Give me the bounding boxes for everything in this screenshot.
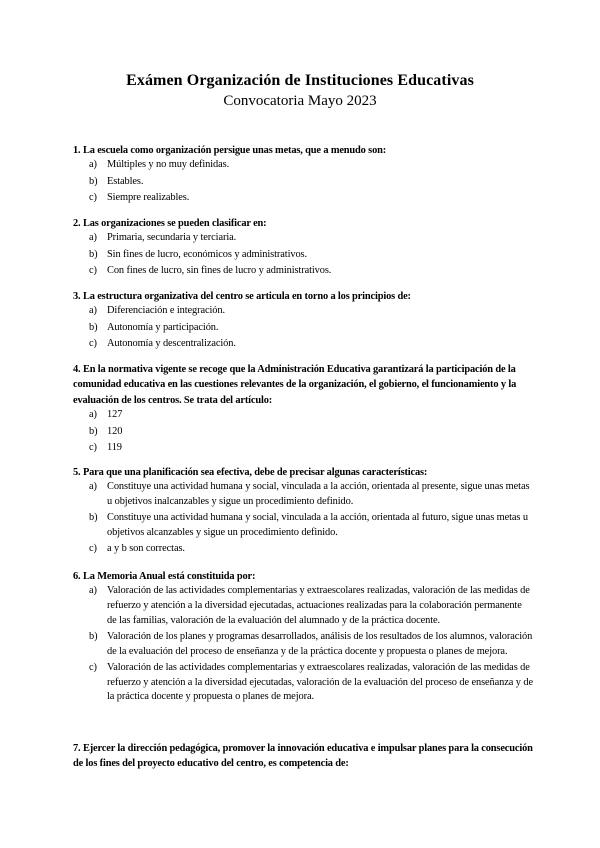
option-text: Sin fines de lucro, económicos y administrativos. bbox=[107, 248, 307, 260]
question-6 bbox=[73, 569, 533, 707]
question-3 bbox=[73, 289, 533, 354]
option-list bbox=[73, 480, 533, 557]
option-letter: a) bbox=[89, 159, 97, 171]
option bbox=[73, 584, 533, 628]
option-text: Estables. bbox=[107, 175, 144, 187]
option bbox=[73, 337, 533, 352]
question-5 bbox=[73, 465, 533, 559]
question-text: 4. En la normativa vigente se recoge que la Administración Educativa garantizará la participación de la comunidad educativa en las cuestiones relevantes de la organización, el gobierno, el funcionamiento y la evaluación de los centros. Se trata del artículo: bbox=[73, 364, 517, 406]
option bbox=[73, 175, 533, 190]
option-text: Valoración de las actividades complementarias y extraescolares realizadas, valoración de las medidas de refuerzo y atención a la diversidad ejecutadas, actuaciones realizadas para la colaboración permanente de las familias, valoración de la evaluación del alumnado y de la práctica docente. bbox=[107, 585, 530, 626]
option-letter: c) bbox=[89, 661, 97, 673]
option bbox=[73, 630, 533, 659]
option bbox=[73, 304, 533, 319]
option-letter: a) bbox=[89, 305, 97, 317]
option-list bbox=[73, 304, 533, 351]
option bbox=[73, 264, 533, 279]
option-text: Con fines de lucro, sin fines de lucro y administrativos. bbox=[107, 265, 332, 277]
option bbox=[73, 248, 533, 263]
option-letter: a) bbox=[89, 481, 97, 493]
option-letter: b) bbox=[89, 630, 98, 642]
exam-title: Exámen Organización de Instituciones Educativas bbox=[126, 72, 474, 89]
option-text: 120 bbox=[107, 425, 123, 437]
option-list bbox=[73, 158, 533, 205]
option bbox=[73, 542, 533, 557]
option bbox=[73, 441, 533, 456]
option-letter: c) bbox=[89, 442, 97, 453]
option-text: a y b son correctas. bbox=[107, 543, 185, 555]
option-letter: b) bbox=[89, 321, 98, 333]
question-text: 5. Para que una planificación sea efectiva, debe de precisar algunas características: bbox=[73, 467, 428, 478]
question-4 bbox=[73, 362, 533, 457]
option bbox=[73, 511, 533, 540]
question-text: 6. La Memoria Anual está constituida por: bbox=[73, 571, 256, 582]
option-text: 119 bbox=[107, 442, 122, 453]
option-text: Autonomía y participación. bbox=[107, 321, 219, 333]
option-letter: b) bbox=[89, 175, 98, 187]
option-text: Siempre realizables. bbox=[107, 192, 190, 204]
option-letter: c) bbox=[89, 192, 97, 204]
option-letter: c) bbox=[89, 543, 97, 555]
option-text: Constituye una actividad humana y social, vinculada a la acción, orientada al presente, sigue unas metas u objetivos inalcanzables y sigue un procedimiento definido. bbox=[107, 481, 530, 507]
option-text: Valoración de los planes y programas desarrollados, análisis de los resultados de los alumnos, valoración de la evaluación del proceso de enseñanza y de la práctica docente y propuesta o planes de mejora. bbox=[107, 630, 533, 657]
question-2 bbox=[73, 216, 533, 281]
option-text: 127 bbox=[107, 409, 123, 421]
option-letter: b) bbox=[89, 512, 98, 524]
option-letter: c) bbox=[89, 265, 97, 277]
question-1 bbox=[73, 143, 533, 208]
option-list bbox=[73, 584, 533, 704]
option bbox=[73, 661, 533, 705]
option-list bbox=[73, 231, 533, 278]
option-text: Autonomía y descentralización. bbox=[107, 338, 236, 350]
question-text: 1. La escuela como organización persigue unas metas, que a menudo son: bbox=[73, 145, 387, 156]
option-text: Valoración de las actividades complementarias y extraescolares realizadas, valoración de las medidas de refuerzo y atención a la diversidad ejecutadas, valoración de la evaluación del proceso de enseñanza y de la práctica docente y propuesta o planes de mejora. bbox=[107, 661, 533, 703]
question-text: 7. Ejercer la dirección pedagógica, promover la innovación educativa e impulsar planes para la consecución de los fines del proyecto educativo del centro, es competencia de: bbox=[73, 743, 533, 770]
option bbox=[73, 480, 533, 509]
option-text: Diferenciación e integración. bbox=[107, 305, 225, 317]
option-letter: a) bbox=[89, 232, 97, 244]
option-letter: c) bbox=[89, 338, 97, 350]
option bbox=[73, 158, 533, 173]
option bbox=[73, 231, 533, 246]
question-text: 3. La estructura organizativa del centro se articula en torno a los principios de: bbox=[73, 291, 411, 302]
option bbox=[73, 408, 533, 423]
option-letter: a) bbox=[89, 585, 97, 597]
option-letter: a) bbox=[89, 409, 97, 421]
exam-subtitle: Convocatoria Mayo 2023 bbox=[223, 93, 377, 109]
question-text: 2. Las organizaciones se pueden clasificar en: bbox=[73, 218, 267, 229]
option-text: Constituye una actividad humana y social, vinculada a la acción, orientada al futuro, sigue unas metas u objetivos alcanzables y sigue un procedimiento definido. bbox=[107, 512, 528, 538]
option bbox=[73, 321, 533, 336]
option-list bbox=[73, 408, 533, 455]
option-letter: b) bbox=[89, 425, 98, 437]
option-letter: b) bbox=[89, 248, 98, 260]
option bbox=[73, 425, 533, 440]
option-text: Primaria, secundaria y terciaria. bbox=[107, 232, 237, 244]
option bbox=[73, 191, 533, 206]
option-text: Múltiples y no muy definidas. bbox=[107, 159, 230, 171]
question-7 bbox=[73, 741, 533, 772]
